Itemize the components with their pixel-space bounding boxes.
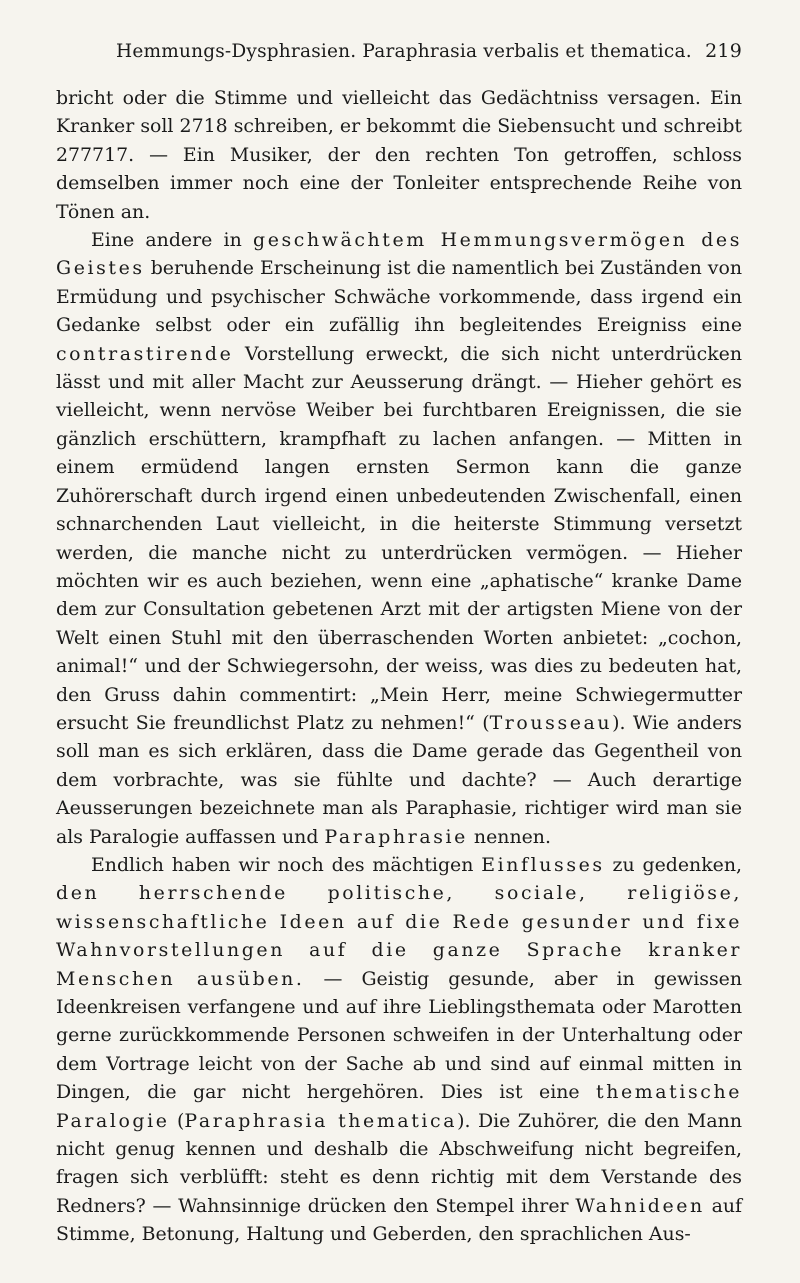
text-run: bricht oder die Stimme und vielleicht das Gedächtniss versagen. Ein Kranker soll 2718 schreiben, er bekommt die Siebensucht und schreibt 277717. — Ein Musiker, der den rechten Ton getroffen, schloss demselben immer noch eine der Tonleiter entsprechende Reihe von Tönen an. bbox=[56, 87, 742, 223]
running-head-title: Hemmungs-Dysphrasien. Paraphrasia verbalis et thematica. bbox=[116, 41, 692, 62]
text-run: Vorstellung erweckt, die sich nicht unterdrücken lässt und mit aller Macht zur Aeusserung drängt. — Hieher gehört es vielleicht, wenn nervöse Weiber bei furchtbaren Ereignissen, die sie gänzlich erschüttern, krampfhaft zu lachen anfangen. — Mitten in einem ermüdend langen ernsten Sermon kann die ganze Zuhörerschaft durch irgend einen unbedeutenden Zwischenfall, einen schnarchenden Laut vielleicht, in die heiterste Stimmung versetzt werden, die manche nicht zu unterdrücken vermögen. — Hieher möchten wir es auch beziehen, wenn eine „aphatische“ kranke Dame dem zur Consultation gebetenen Arzt mit der artigsten Miene von der Welt einen Stuhl mit den überraschenden Worten anbietet: „cochon, animal!“ und der Schwiegersohn, der weiss, was dies zu bedeuten hat, den Gruss dahin commentirt: „Mein Herr, meine Schwiegermutter ersucht Sie freundlichst Platz zu nehmen!“ ( bbox=[56, 342, 742, 734]
spaced-emphasis-text: Wahnideen bbox=[575, 1194, 705, 1217]
spaced-emphasis-text: Trousseau bbox=[489, 711, 613, 734]
paragraph bbox=[56, 851, 742, 1249]
text-run: beruhende Erscheinung ist die namentlich bei Zuständen von Ermüdung und psychischer Schwäche vorkommende, dass irgend ein Gedanke selbst oder ein zufällig ihn begleitendes Ereigniss eine bbox=[56, 257, 742, 337]
running-head bbox=[56, 40, 742, 62]
spaced-emphasis-text: Paraphrasia thematica bbox=[184, 1109, 458, 1132]
body-text bbox=[56, 84, 742, 1249]
paragraph bbox=[56, 84, 742, 226]
text-run: nennen. bbox=[467, 825, 551, 848]
text-run: auf Stimme, Betonung, Haltung und Geberden, den sprachlichen Aus- bbox=[56, 1194, 742, 1246]
text-run: — Geistig gesunde, aber in gewissen Ideenkreisen verfangene und auf ihre Lieblingsthemata oder Marotten gerne zurückkommende Personen schweifen in der Unterhaltung oder dem Vortrage leicht von der Sache ab und sind auf einmal mitten in Dingen, die gar nicht hergehören. Dies ist eine bbox=[56, 967, 742, 1104]
text-run: ). Wie anders soll man es sich erklären, dass die Dame gerade das Gegentheil von dem vorbrachte, was sie fühlte und dachte? — Auch derartige Aeusserungen bezeichnete man als Paraphasie, richtiger wird man sie als Paralogie auffassen und bbox=[56, 711, 742, 848]
spaced-emphasis-text: Einflusses bbox=[481, 853, 605, 876]
text-run: zu gedenken, bbox=[604, 853, 742, 876]
spaced-emphasis-text: contrastirende bbox=[56, 342, 234, 365]
spaced-emphasis-text: den herrschende politische, sociale, religiöse, wissenschaftliche Ideen auf die Rede gesunder und fixe Wahnvorstellungen auf die ganze Sprache kranker Menschen ausüben. bbox=[56, 882, 742, 990]
spaced-emphasis-text: thematische Paralogie bbox=[56, 1081, 742, 1132]
page-number: 219 bbox=[705, 40, 742, 62]
paragraph bbox=[56, 226, 742, 851]
spaced-emphasis-text: Paraphrasie bbox=[324, 825, 468, 848]
text-run: ). Die Zuhörer, die den Mann nicht genug kennen und deshalb die Abschweifung nicht begreifen, fragen sich verblüfft: steht es denn richtig mit dem Verstande des Redners? — Wahnsinnige drücken den Stempel ihrer bbox=[56, 1109, 742, 1217]
text-run: Eine andere in bbox=[91, 229, 253, 252]
text-run: ( bbox=[169, 1109, 185, 1132]
spaced-emphasis-text: geschwächtem Hemmungsvermögen des Geistes bbox=[56, 229, 743, 280]
text-run: Endlich haben wir noch des mächtigen bbox=[91, 853, 482, 876]
